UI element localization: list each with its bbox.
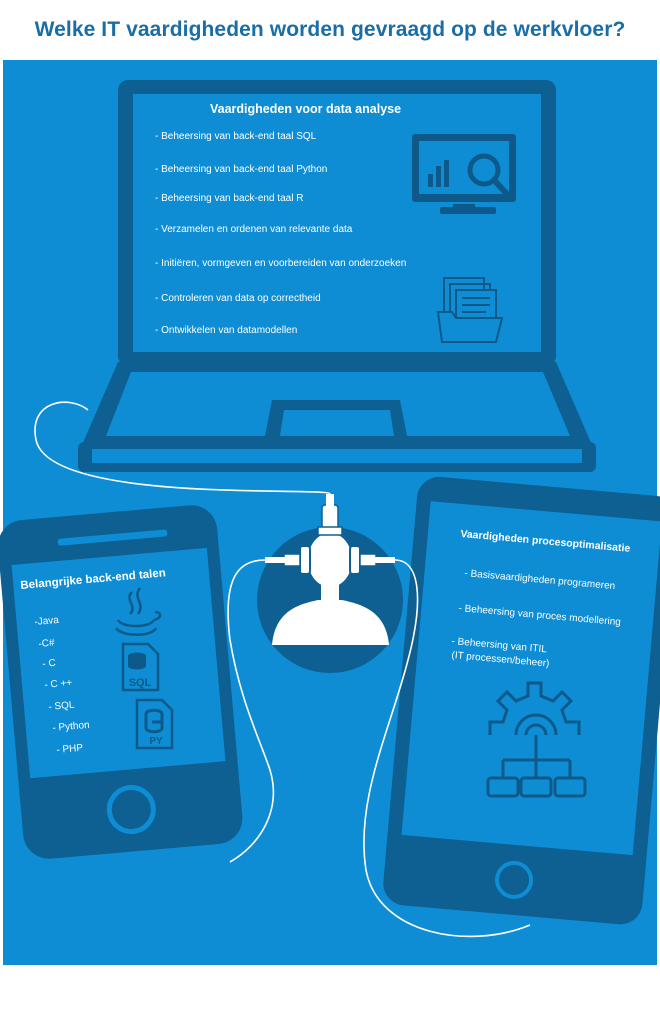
phone-item: - PHP [56, 742, 84, 756]
laptop-item: - Ontwikkelen van datamodellen [155, 325, 298, 336]
person-headphones-icon [257, 494, 403, 673]
phone-item: - Python [52, 719, 91, 734]
tablet-item-sub: (IT processen/beheer) [451, 650, 550, 670]
py-icon-label: PY [149, 736, 163, 747]
page-title: Welke IT vaardigheden worden gevraagd op de werkvloer? [34, 18, 626, 41]
phone-item: -C# [38, 637, 56, 650]
phone-item: - C ++ [44, 677, 73, 691]
phone-title: Belangrijke back-end talen [20, 567, 167, 592]
monitor-chart-magnifier-icon [412, 134, 516, 214]
laptop-item: - Controleren van data op correctheid [155, 293, 321, 304]
phone-item: - SQL [48, 699, 75, 713]
tablet-item: - Beheersing van proces modellering [458, 603, 622, 629]
laptop-item: - Verzamelen en ordenen van relevante data [155, 224, 353, 235]
laptop-item: - Beheersing van back-end taal R [155, 193, 304, 204]
tablet-item: - Basisvaardigheden programeren [464, 568, 616, 593]
phone-item: -Java [34, 614, 60, 628]
laptop-item: - Initiëren, vormgeven en voorbereiden van onderzoeken [155, 258, 407, 269]
phone-item: - C [42, 657, 57, 670]
laptop-item: - Beheersing van back-end taal SQL [155, 131, 317, 142]
tablet-item: - Beheersing van ITIL [451, 636, 548, 656]
sql-icon-label: SQL [128, 677, 152, 689]
tablet-title: Vaardigheden procesoptimalisatie [459, 528, 631, 555]
laptop-item: - Beheersing van back-end taal Python [155, 164, 328, 175]
laptop-title: Vaardigheden voor data analyse [210, 102, 402, 116]
